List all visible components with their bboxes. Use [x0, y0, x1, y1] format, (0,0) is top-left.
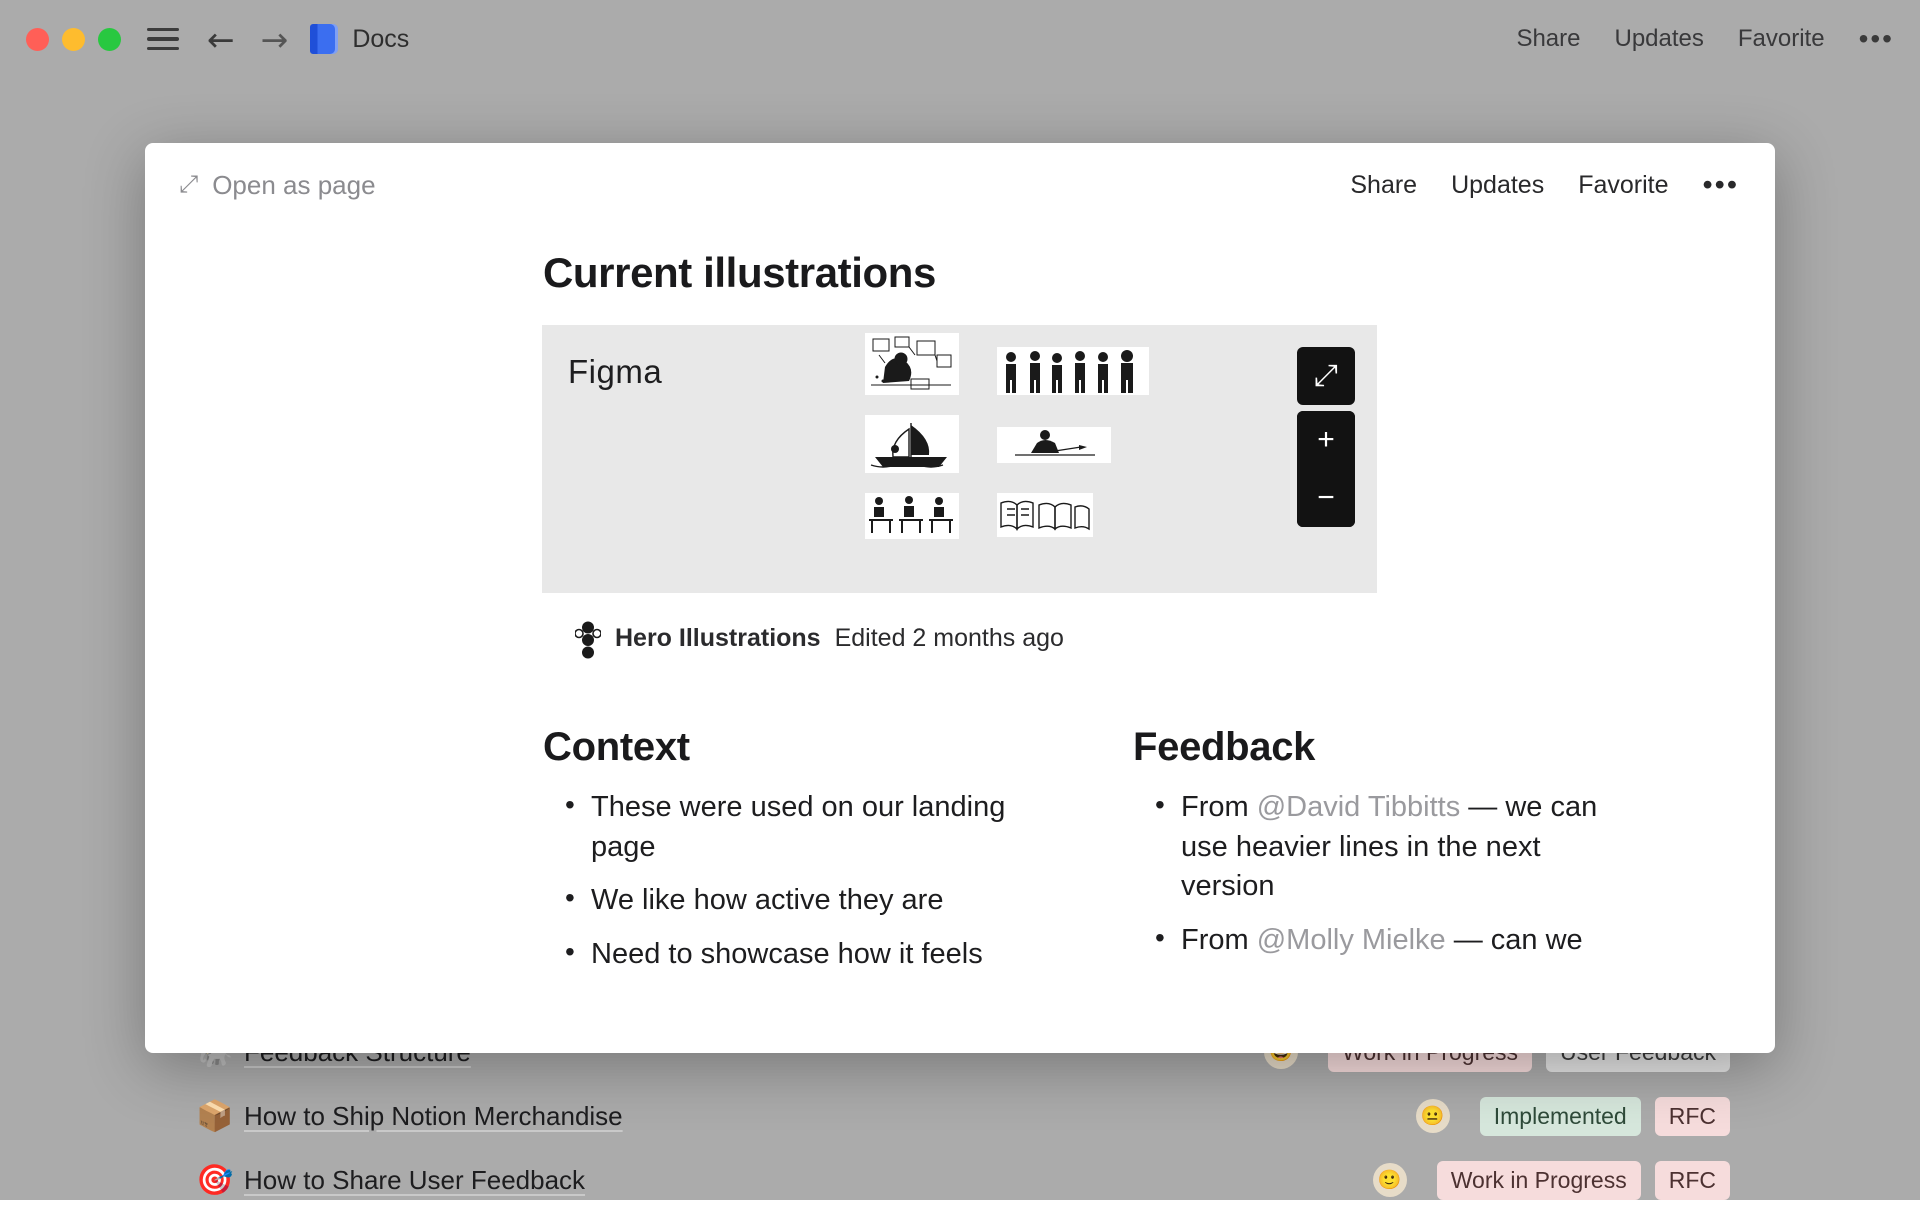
more-options-icon[interactable]: ••• — [1859, 23, 1894, 55]
row-title[interactable]: How to Share User Feedback — [244, 1165, 585, 1196]
feedback-list — [1133, 788, 1723, 961]
user-mention[interactable]: @David Tibbitts — [1257, 791, 1461, 823]
figma-logo-icon — [575, 621, 601, 655]
user-mention[interactable]: @Molly Mielke — [1257, 924, 1446, 956]
share-button[interactable]: Share — [1516, 25, 1580, 53]
row-title[interactable]: How to Ship Notion Merchandise — [244, 1101, 623, 1132]
list-item: • We like how active they are — [543, 881, 1013, 921]
item-prefix: From — [1181, 791, 1257, 823]
titlebar — [0, 0, 1920, 78]
updates-button[interactable]: Updates — [1614, 25, 1703, 53]
list-item — [1133, 921, 1603, 961]
maximize-window-button[interactable] — [98, 28, 121, 51]
column-heading: Context — [543, 725, 1133, 770]
status-badge[interactable]: Implemented — [1480, 1097, 1641, 1136]
close-window-button[interactable] — [26, 28, 49, 51]
status-badge[interactable]: RFC — [1655, 1161, 1730, 1200]
peek-modal — [145, 143, 1775, 1053]
expand-diagonal-icon[interactable]: ⤢ — [1297, 347, 1355, 405]
avatar: 😐 — [1416, 1099, 1450, 1133]
zoom-in-button[interactable]: + — [1297, 411, 1355, 469]
feedback-column — [1133, 725, 1723, 989]
section-heading: Current illustrations — [543, 249, 1775, 297]
embed-file-name[interactable]: Hero Illustrations — [615, 624, 821, 653]
item-suffix: — we can use heavier lines in the next version — [1181, 791, 1597, 902]
updates-button[interactable]: Updates — [1451, 171, 1544, 200]
book-icon — [310, 24, 338, 54]
people-at-tables-illustration — [865, 493, 959, 539]
list-item: • These were used on our landing page — [543, 788, 1013, 867]
titlebar-actions — [1516, 23, 1894, 55]
status-badge[interactable]: RFC — [1655, 1097, 1730, 1136]
person-at-desk-illustration — [865, 333, 959, 395]
page-title[interactable]: Docs — [352, 25, 409, 54]
modal-header — [145, 143, 1775, 227]
list-item[interactable] — [0, 1148, 1920, 1212]
list-item — [1133, 788, 1603, 907]
embed-provider-label: Figma — [568, 353, 662, 391]
content-columns — [543, 725, 1723, 989]
hamburger-icon[interactable] — [147, 28, 179, 50]
more-options-icon[interactable]: ••• — [1703, 169, 1739, 202]
share-button[interactable]: Share — [1350, 171, 1417, 200]
zoom-out-button[interactable]: − — [1297, 469, 1355, 527]
favorite-button[interactable]: Favorite — [1738, 25, 1825, 53]
zoom-controls — [1297, 411, 1355, 527]
group-of-people-illustration — [997, 347, 1149, 395]
column-heading: Feedback — [1133, 725, 1723, 770]
person-reading-illustration — [997, 427, 1111, 463]
context-column — [543, 725, 1133, 989]
window-controls[interactable] — [26, 28, 121, 51]
arrow-left-icon[interactable]: ← — [207, 23, 235, 56]
status-badge[interactable]: Work in Progress — [1437, 1161, 1641, 1200]
row-emoji-icon: 📦 — [196, 1099, 244, 1134]
embed-edit-meta: Edited 2 months ago — [835, 624, 1064, 653]
expand-diagonal-icon: ⤢ — [179, 171, 198, 199]
modal-body — [145, 249, 1775, 989]
embed-controls — [1297, 347, 1355, 527]
arrow-right-icon[interactable]: → — [261, 23, 289, 56]
open-books-illustration — [997, 493, 1093, 537]
item-prefix: From — [1181, 924, 1257, 956]
context-list — [543, 788, 1133, 975]
sailboat-illustration — [865, 415, 959, 473]
figma-embed[interactable] — [542, 325, 1377, 593]
open-as-page-button[interactable] — [179, 170, 376, 201]
item-suffix: — can we — [1446, 924, 1583, 956]
row-emoji-icon: 🎯 — [196, 1163, 244, 1198]
modal-actions — [1350, 169, 1739, 202]
avatar: 🙂 — [1373, 1163, 1407, 1197]
open-as-page-label: Open as page — [212, 170, 375, 201]
embed-caption — [575, 621, 1775, 655]
list-item[interactable] — [0, 1084, 1920, 1148]
favorite-button[interactable]: Favorite — [1578, 171, 1668, 200]
list-item: • Need to showcase how it feels — [543, 935, 1013, 975]
minimize-window-button[interactable] — [62, 28, 85, 51]
